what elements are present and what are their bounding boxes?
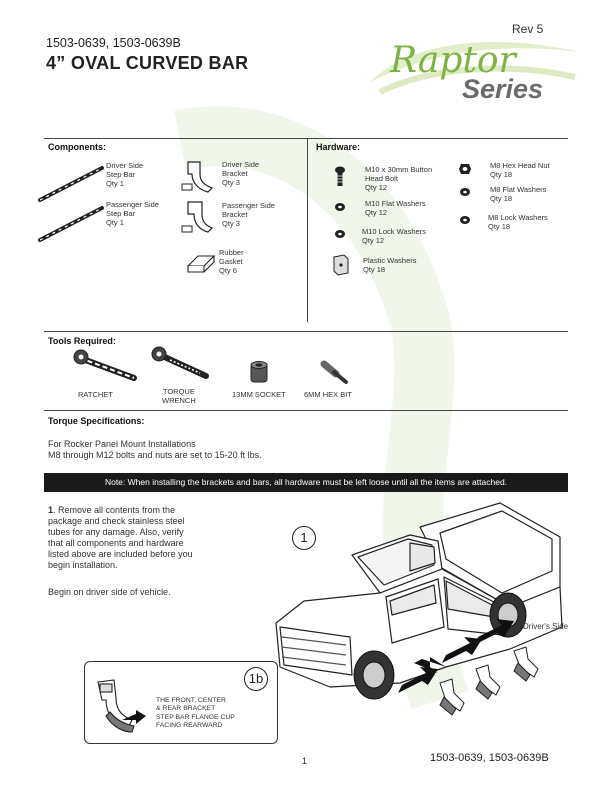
tool-ratchet-label: RATCHET bbox=[78, 390, 113, 399]
components-heading: Components: bbox=[48, 142, 106, 152]
ratchet-icon bbox=[72, 348, 142, 384]
hardware-m8-hex-nut: M8 Hex Head Nut Qty 18 bbox=[490, 161, 550, 179]
divider bbox=[44, 331, 568, 332]
begin-driver-side: Begin on driver side of vehicle. bbox=[48, 587, 171, 597]
torque-heading: Torque Specifications: bbox=[48, 416, 145, 426]
component-driver-bracket: Driver Side Bracket Qty 3 bbox=[222, 160, 260, 187]
raptor-series-logo bbox=[370, 22, 580, 107]
tools-heading: Tools Required: bbox=[48, 336, 116, 346]
revision-label: Rev 5 bbox=[512, 22, 544, 36]
component-passenger-bracket: Passenger Side Bracket Qty 3 bbox=[222, 201, 275, 228]
torque-line-2: M8 through M12 bolts and nuts are set to 15-20 ft lbs. bbox=[48, 450, 262, 460]
hardware-heading: Hardware: bbox=[316, 142, 361, 152]
part-numbers: 1503-0639, 1503-0639B bbox=[46, 36, 181, 50]
torque-wrench-icon bbox=[150, 346, 212, 382]
torque-line-1: For Rocker Panel Mount Installations bbox=[48, 439, 196, 449]
passenger-step-bar-icon bbox=[36, 200, 108, 246]
step-number: 1 bbox=[48, 505, 54, 515]
passenger-bracket-icon bbox=[178, 198, 218, 238]
footer-part-numbers: 1503-0639, 1503-0639B bbox=[430, 752, 549, 764]
bracket-detail-icon bbox=[92, 676, 148, 738]
tool-torque-wrench-label: TORQUE WRENCH bbox=[162, 387, 196, 405]
divider bbox=[44, 138, 568, 139]
tool-hex-bit-label: 6MM HEX BIT bbox=[304, 390, 352, 399]
m8-lock-washer-icon bbox=[459, 215, 471, 225]
divider bbox=[307, 138, 308, 322]
truck-illustration bbox=[270, 497, 570, 727]
page-number: 1 bbox=[302, 756, 308, 766]
hex-bit-icon bbox=[320, 360, 350, 386]
detail-1b-text: THE FRONT, CENTER & REAR BRACKET STEP BAR FLANGE CUP FACING REARWARD bbox=[156, 697, 235, 730]
m8-flat-washer-icon bbox=[459, 187, 471, 197]
hardware-m10-lock-washer: M10 Lock Washers Qty 12 bbox=[362, 227, 426, 245]
rubber-gasket-icon bbox=[184, 248, 218, 276]
hardware-m10-bolt: M10 x 30mm Button Head Bolt Qty 12 bbox=[365, 165, 433, 192]
drivers-side-label: Driver's Side bbox=[523, 622, 569, 631]
hardware-m8-lock-washer: M8 Lock Washers Qty 18 bbox=[488, 213, 548, 231]
divider bbox=[44, 410, 568, 411]
component-passenger-step-bar: Passenger Side Step Bar Qty 1 bbox=[106, 200, 159, 227]
component-driver-step-bar: Driver Side Step Bar Qty 1 bbox=[106, 161, 144, 188]
detail-1b-badge: 1b bbox=[244, 667, 268, 691]
tool-socket-label: 13MM SOCKET bbox=[232, 390, 286, 399]
m10-flat-washer-icon bbox=[334, 202, 346, 212]
hardware-plastic-washer: Plastic Washers Qty 18 bbox=[363, 256, 417, 274]
plastic-washer-icon bbox=[332, 253, 350, 277]
driver-bracket-icon bbox=[178, 158, 218, 196]
step-1-instructions: 1. Remove all contents from the package and check stainless steel tubes for any damage. Also, verify that all components and hardware listed above are included before you begin installation. bbox=[48, 505, 193, 570]
hardware-m8-flat-washer: M8 Flat Washers Qty 18 bbox=[490, 185, 547, 203]
logo-series: Series bbox=[462, 74, 544, 104]
button-head-bolt-icon bbox=[334, 166, 346, 188]
component-rubber-gasket: Rubber Gasket Qty 6 bbox=[219, 248, 244, 275]
page-title: 4” OVAL CURVED BAR bbox=[46, 53, 249, 73]
step-1-badge: 1 bbox=[292, 526, 316, 550]
hardware-m10-flat-washer: M10 Flat Washers Qty 12 bbox=[365, 199, 426, 217]
m10-lock-washer-icon bbox=[334, 229, 346, 239]
logo-word: Raptor bbox=[390, 40, 516, 81]
socket-icon bbox=[248, 360, 270, 384]
installation-note: Note: When installing the brackets and bars, all hardware must be left loose until all the items are attached. bbox=[44, 473, 568, 492]
m8-hex-nut-icon bbox=[458, 163, 472, 175]
